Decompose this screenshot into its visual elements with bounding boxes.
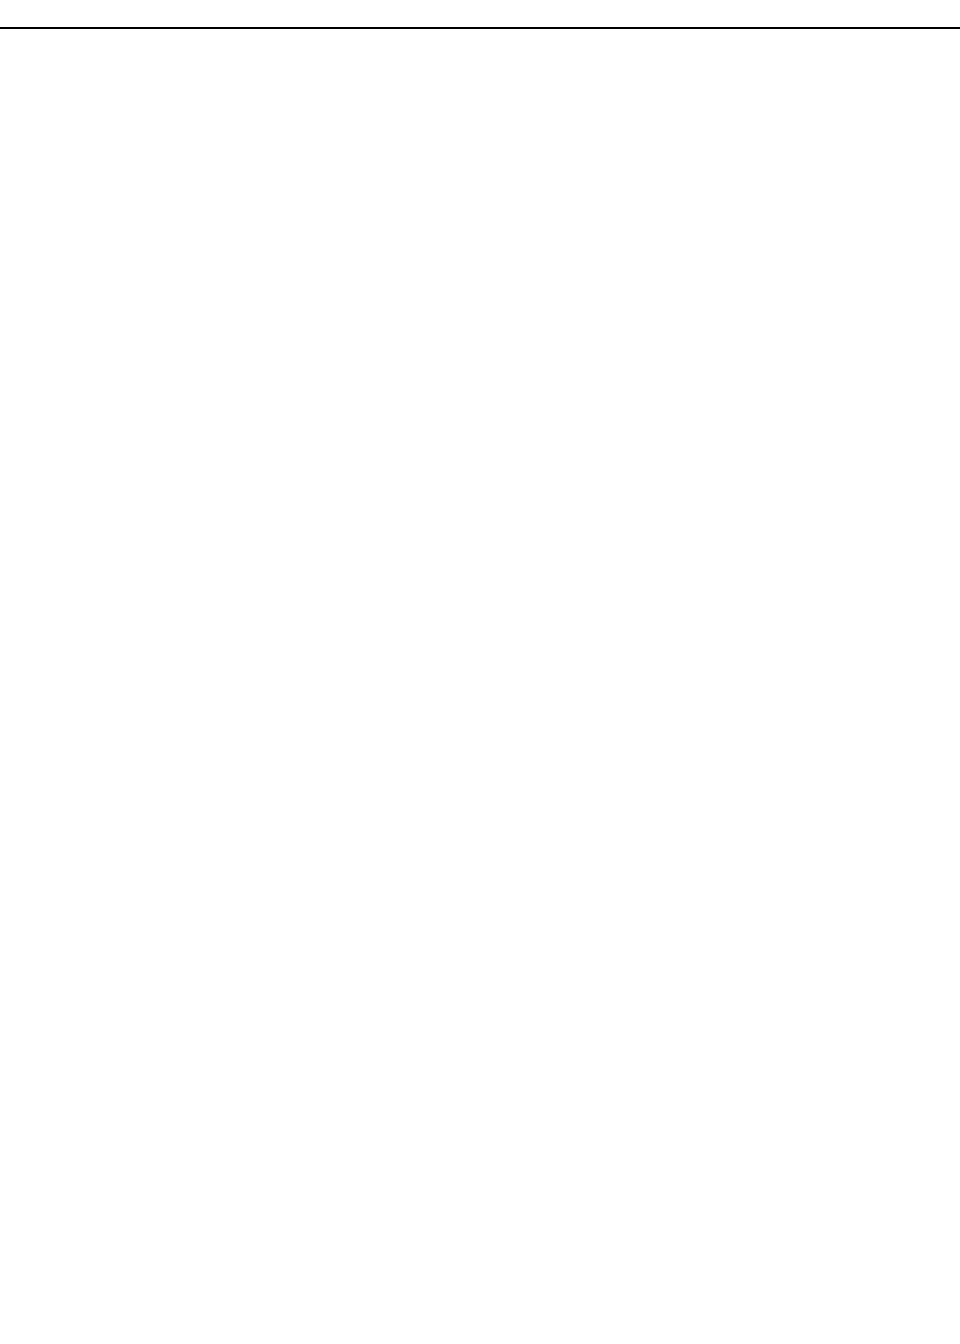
header-rule [0,27,960,29]
